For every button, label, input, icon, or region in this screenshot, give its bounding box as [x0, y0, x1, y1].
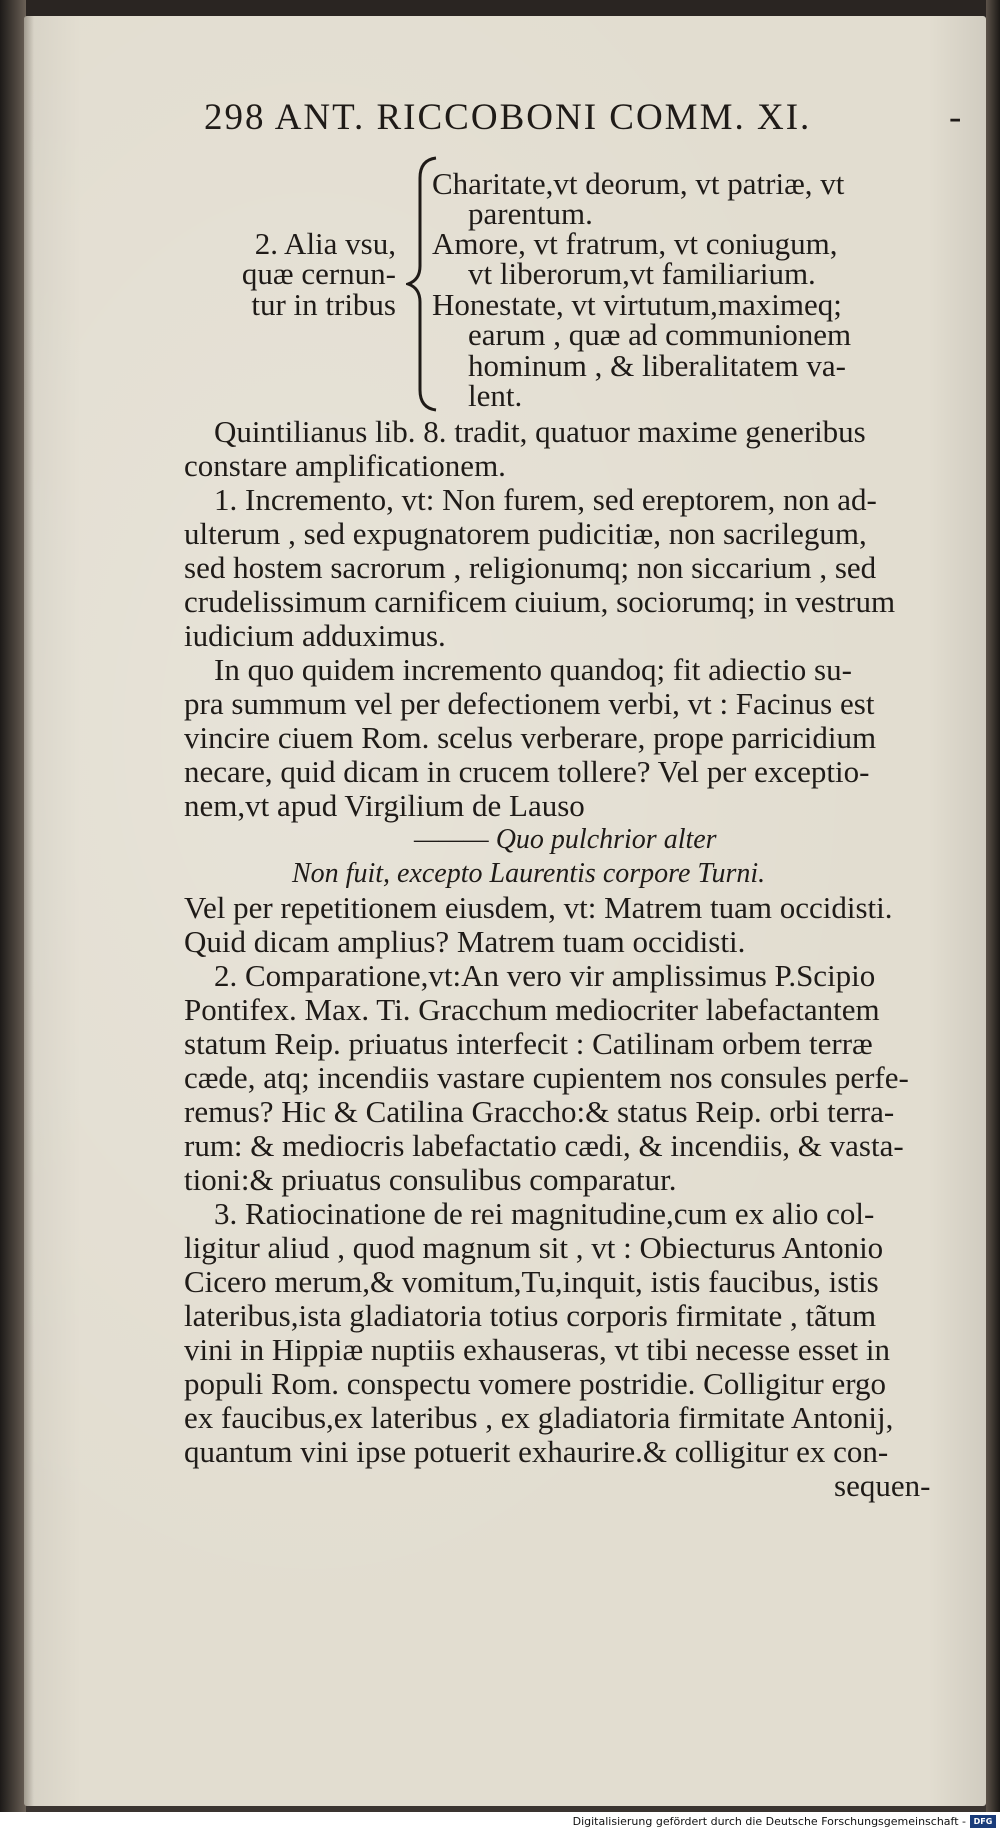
book-page	[24, 16, 986, 1806]
bracket-right-line: earum , quæ ad communionem	[468, 317, 852, 352]
text-line: nem,vt apud Virgilium de Lauso	[184, 788, 585, 823]
text-line: rum: & mediocris labefactatio cædi, & incendiis, & vasta-	[184, 1128, 904, 1163]
bracket-label-line: quæ cernun-	[241, 256, 396, 291]
text-line: statum Reip. priuatus interfecit : Catilinam orbem terræ	[184, 1026, 873, 1061]
text-line: In quo quidem incremento quandoq; fit adiectio su-	[214, 652, 852, 687]
verse-line: ——— Quo pulchrior alter	[414, 824, 717, 855]
text-line: 2. Comparatione,vt:An vero vir amplissimus P.Scipio	[214, 958, 876, 993]
text-line: iudicium adduximus.	[184, 618, 446, 653]
text-line: constare amplificationem.	[184, 448, 506, 483]
text-line: necare, quid dicam in crucem tollere? Vel per exceptio-	[184, 754, 870, 789]
text-line: ex faucibus,ex lateribus , ex gladiatoria firmitate Antonij,	[184, 1400, 894, 1435]
digitization-footer	[0, 1812, 1000, 1832]
text-line: Cicero merum,& vomitum,Tu,inquit, istis faucibus, istis	[184, 1264, 879, 1299]
bracket-right-line: lent.	[468, 378, 523, 413]
text-line: vincire ciuem Rom. scelus verberare, prope parricidium	[184, 720, 877, 755]
bracket-right-line: hominum , & liberalitatem va-	[468, 348, 846, 383]
bracket-label-line: 2. Alia vsu,	[254, 226, 396, 261]
dfg-logo: DFG	[970, 1815, 996, 1828]
text-line: Pontifex. Max. Ti. Gracchum mediocriter labefactantem	[184, 992, 880, 1027]
text-line: Quintilianus lib. 8. tradit, quatuor maxime generibus	[214, 414, 866, 449]
page-gutter-shadow	[24, 16, 34, 1806]
text-line: sed hostem sacrorum , religionumq; non siccarium , sed	[184, 550, 877, 585]
text-line: Quid dicam amplius? Matrem tuam occidisti.	[184, 924, 746, 959]
bracket-right-line: Amore, vt fratrum, vt coniugum,	[432, 226, 838, 261]
header-dash: -	[949, 97, 964, 138]
text-line: cæde, atq; incendiis vastare cupientem nos consules perfe-	[184, 1060, 909, 1095]
text-line: quantum vini ipse potuerit exhaurire.& colligitur ex con-	[184, 1434, 889, 1469]
header-text: 298 ANT. RICCOBONI COMM. XI.	[204, 97, 812, 138]
text-line: populi Rom. conspectu vomere postridie. Colligitur ergo	[184, 1366, 886, 1401]
funding-credit: Digitalisierung gefördert durch die Deutsche Forschungsgemeinschaft -	[572, 1815, 966, 1828]
verse-line: Non fuit, excepto Laurentis corpore Turni.	[292, 858, 766, 889]
text-line: tioni:& priuatus consulibus comparatur.	[184, 1162, 677, 1197]
bracket-right-line: Honestate, vt virtutum,maximeq;	[432, 287, 842, 322]
text-line: remus? Hic & Catilina Graccho:& status Reip. orbi terra-	[184, 1094, 895, 1129]
text-line: Vel per repetitionem eiusdem, vt: Matrem tuam occidisti.	[184, 890, 893, 925]
running-header	[204, 97, 964, 138]
bracket-right-line: parentum.	[468, 196, 593, 231]
scan-border-left	[0, 0, 26, 1832]
text-line: vini in Hippiæ nuptiis exhauseras, vt tibi necesse esset in	[184, 1332, 891, 1367]
bracket-right-line: Charitate,vt deorum, vt patriæ, vt	[432, 166, 845, 201]
bracket-right-line: vt liberorum,vt familiarium.	[468, 256, 816, 291]
text-line: ulterum , sed expugnatorem pudicitiæ, non sacrilegum,	[184, 516, 867, 551]
text-line: 3. Ratiocinatione de rei magnitudine,cum ex alio col-	[214, 1196, 875, 1231]
catchword: sequen-	[834, 1468, 931, 1503]
text-line: 1. Incremento, vt: Non furem, sed ereptorem, non ad-	[214, 482, 877, 517]
text-line: pra summum vel per defectionem verbi, vt : Facinus est	[184, 686, 875, 721]
bracket-label-line: tur in tribus	[251, 287, 396, 322]
text-line: lateribus,ista gladiatoria totius corporis firmitate , tãtum	[184, 1298, 877, 1333]
scan-border-right	[986, 0, 1000, 1832]
text-line: crudelissimum carnificem ciuium, sociorumq; in vestrum	[184, 584, 896, 619]
text-line: ligitur aliud , quod magnum sit , vt : Obiecturus Antonio	[184, 1230, 884, 1265]
